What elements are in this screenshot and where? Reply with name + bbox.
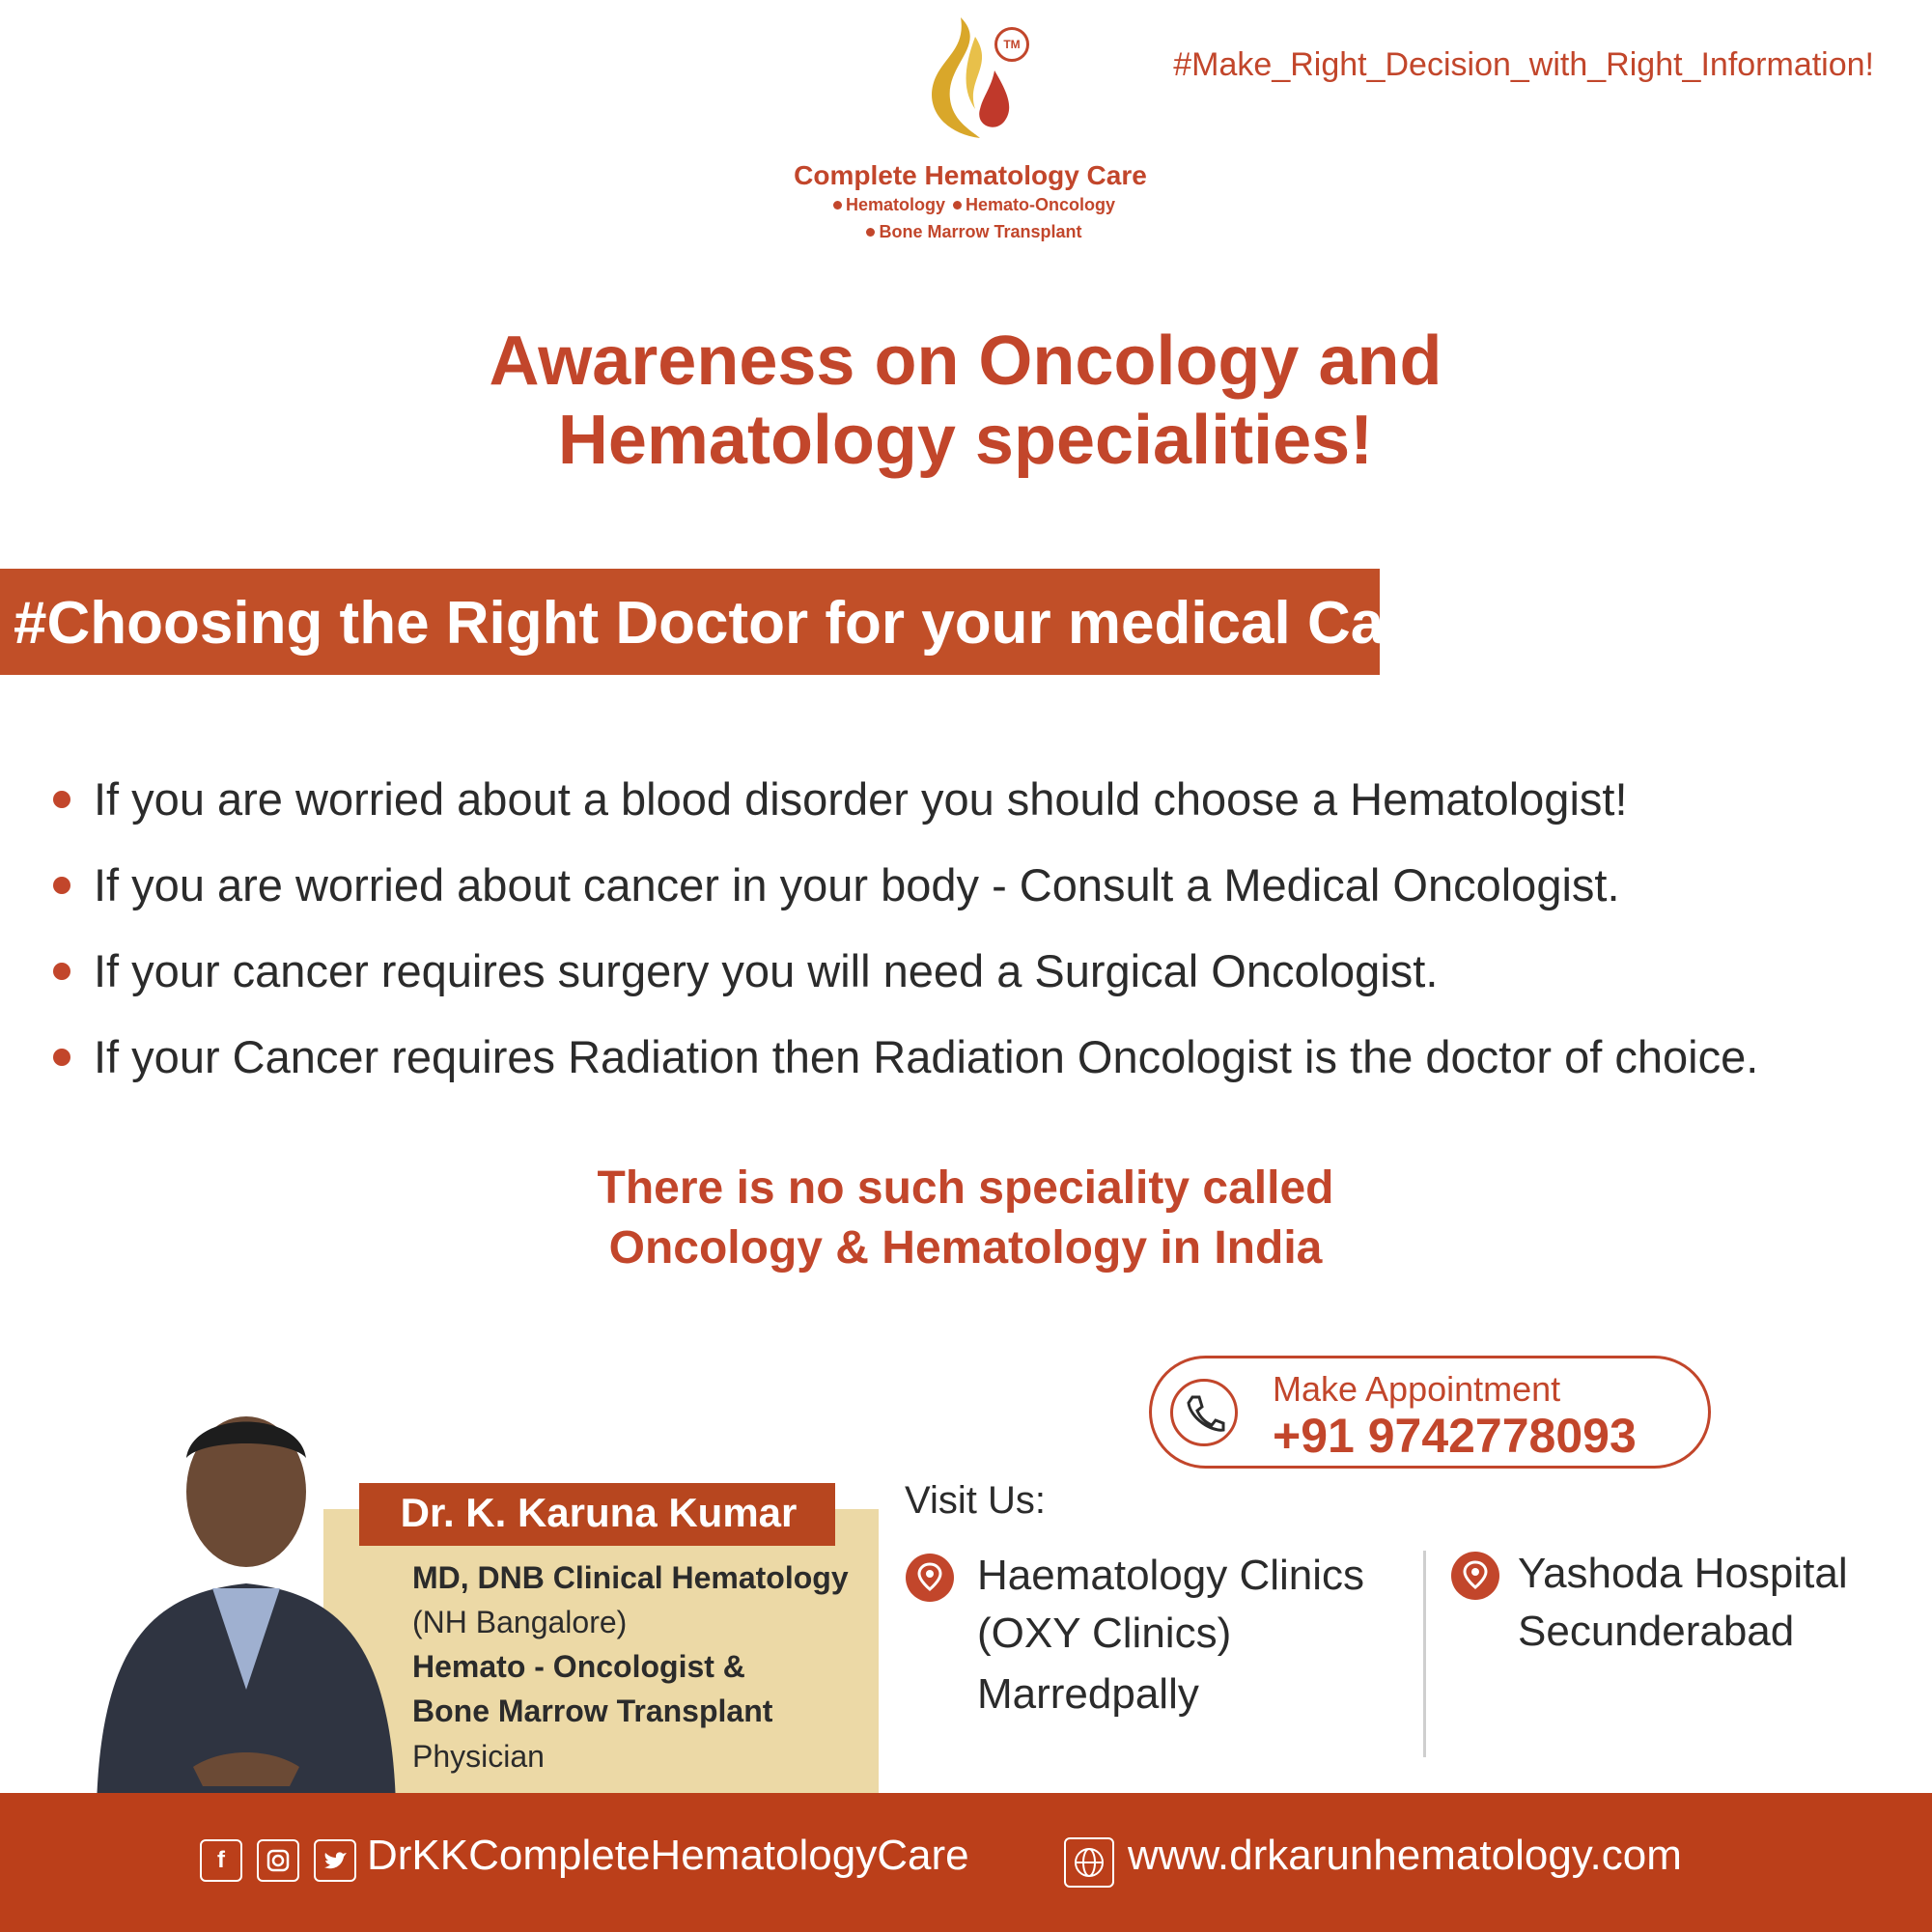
note-line-1: There is no such speciality called [597,1162,1334,1214]
trademark-badge: TM [994,27,1029,62]
clinic-name: Haematology Clinics [977,1552,1365,1599]
banner-text: #Choosing the Right Doctor for your medical Care [14,590,1441,657]
bullet-icon [53,1049,70,1066]
top-hashtag: #Make_Right_Decision_with_Right_Information! [1173,46,1874,83]
doctor-name: Dr. K. Karuna Kumar [400,1490,798,1535]
list-item: If you are worried about cancer in your body - Consult a Medical Oncologist. [53,858,1620,911]
instagram-icon[interactable] [257,1839,299,1882]
visit-us-label: Visit Us: [905,1479,1046,1522]
logo-subtitle-1: Hematology Hemato-Oncology [676,195,1265,215]
logo-title: Complete Hematology Care [794,160,1147,190]
logo-subtitle-2: Bone Marrow Transplant [676,222,1265,242]
headline: Awareness on Oncology and Hematology specialities! [489,322,1442,479]
facebook-icon[interactable]: f [200,1839,242,1882]
doctor-role-1: Hemato - Oncologist & [412,1649,745,1684]
website-link[interactable]: www.drkarunhematology.com [1128,1832,1682,1879]
list-item: If your cancer requires surgery you will need a Surgical Oncologist. [53,944,1438,997]
twitter-icon[interactable] [314,1839,356,1882]
clinic-area: Marredpally [977,1670,1199,1718]
bullet-icon [53,963,70,980]
doctor-role-2: Bone Marrow Transplant [412,1694,773,1728]
note-line-2: Oncology & Hematology in India [608,1222,1323,1274]
doctor-photo [77,1400,415,1806]
bullet-icon [53,791,70,808]
doctor-role-3: Physician [412,1739,545,1774]
globe-icon [1064,1837,1114,1888]
clinic-sub: (OXY Clinics) [977,1610,1232,1657]
location-divider [1423,1551,1426,1757]
hospital-area: Secunderabad [1518,1608,1795,1655]
appointment-phone[interactable]: +91 9742778093 [1273,1409,1637,1463]
doctor-affiliation: (NH Bangalore) [412,1605,628,1639]
doctor-qualification: MD, DNB Clinical Hematology [412,1560,849,1595]
hospital-name: Yashoda Hospital [1518,1550,1848,1597]
appointment-label: Make Appointment [1273,1369,1561,1409]
list-item: If your Cancer requires Radiation then Radiation Oncologist is the doctor of choice. [53,1030,1758,1083]
location-pin-icon [1450,1551,1500,1601]
list-item: If you are worried about a blood disorder you should choose a Hematologist! [53,772,1628,826]
phone-icon [1170,1379,1238,1446]
bullet-icon [53,877,70,894]
location-pin-icon [905,1553,955,1603]
social-handle[interactable]: DrKKCompleteHematologyCare [367,1832,969,1879]
